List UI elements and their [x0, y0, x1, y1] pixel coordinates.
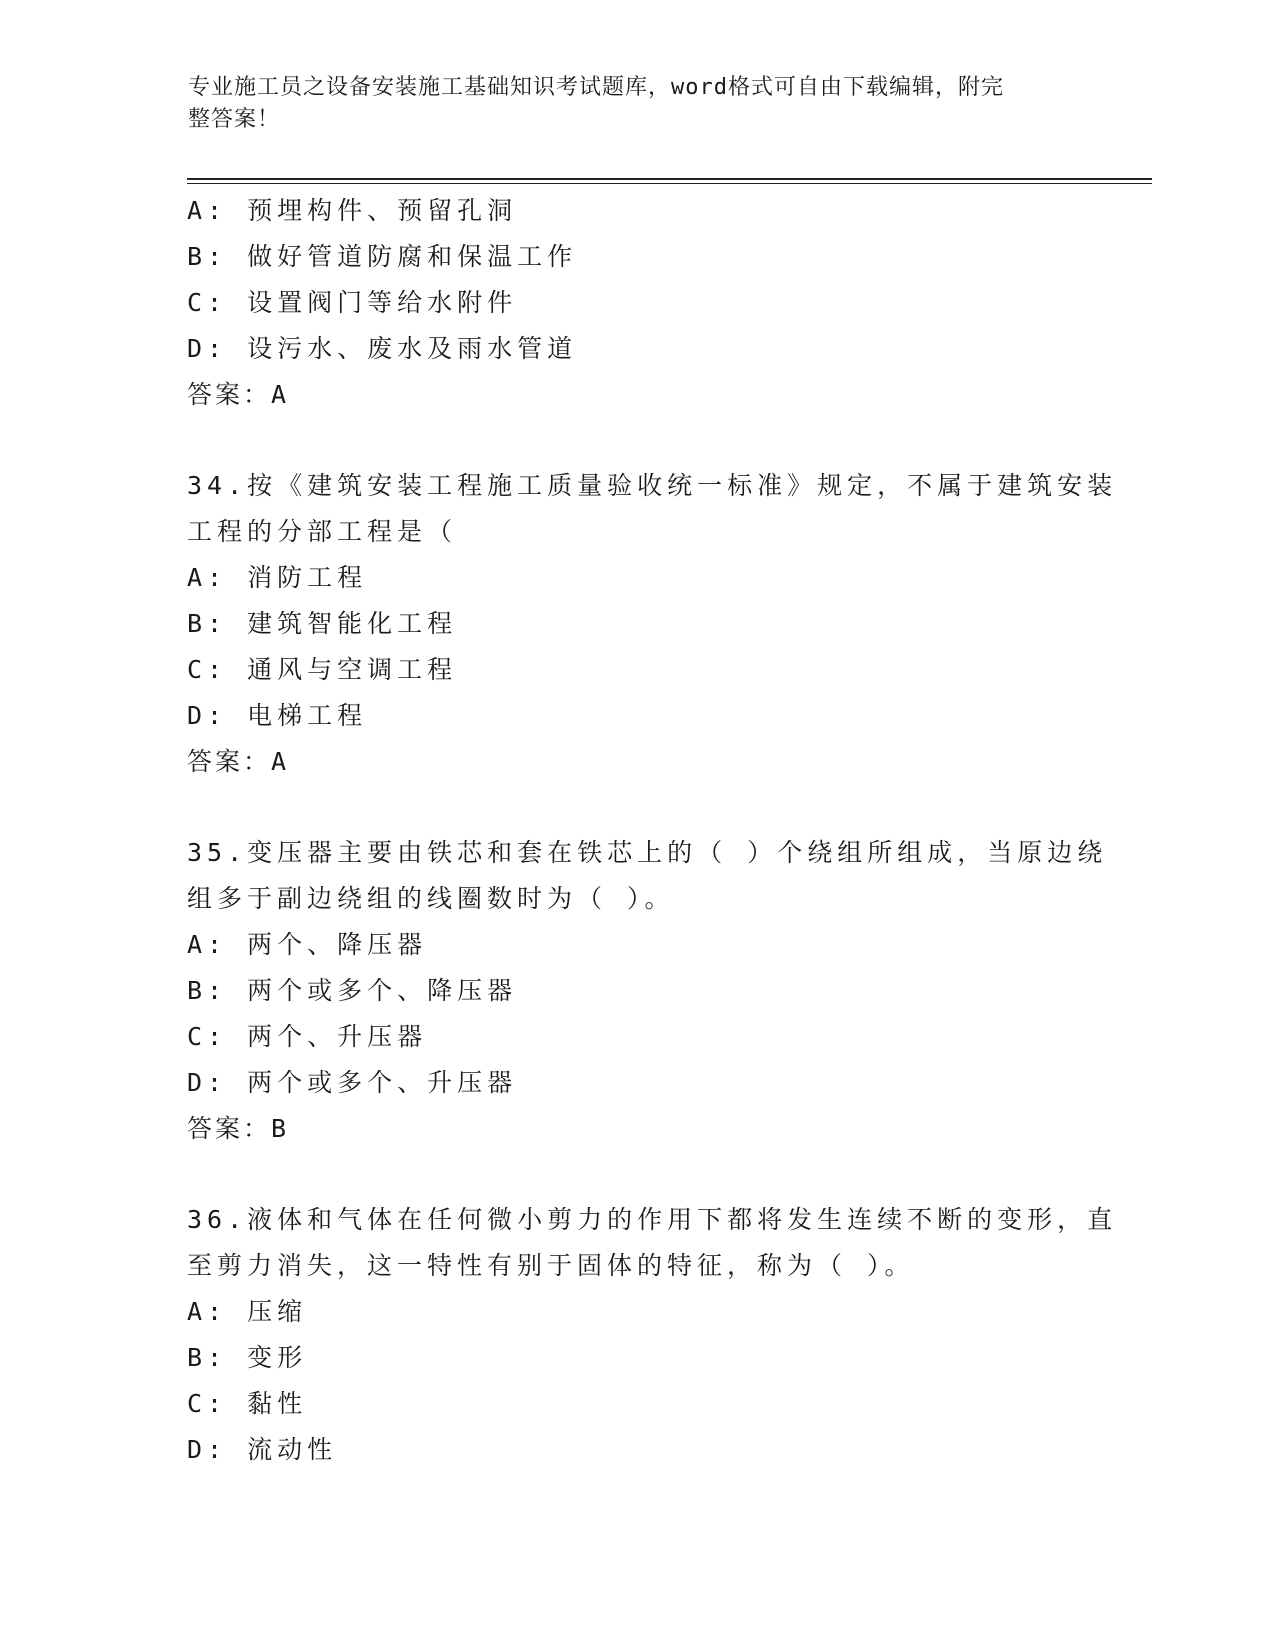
option-a: A: 消防工程: [187, 563, 368, 592]
option-c: C: 两个、升压器: [187, 1022, 428, 1051]
answer-line: 答案：A: [187, 747, 290, 776]
option-c: C: 设置阀门等给水附件: [187, 288, 518, 317]
option-a: A: 两个、降压器: [187, 930, 428, 959]
header-divider: [187, 178, 1152, 180]
question-text-line-2: 组多于副边绕组的线圈数时为（ ）。: [187, 884, 675, 913]
option-d: D: 两个或多个、升压器: [187, 1068, 518, 1097]
question-block: [187, 830, 1108, 1152]
document-header: [188, 72, 1068, 136]
option-c: C: 黏性: [187, 1389, 308, 1418]
option-a: A: 压缩: [187, 1297, 308, 1326]
header-line-1: 专业施工员之设备安装施工基础知识考试题库，word格式可自由下载编辑，附完: [188, 75, 1004, 100]
answer-line: 答案：A: [187, 380, 290, 409]
option-a: A: 预埋构件、预留孔洞: [187, 196, 518, 225]
option-d: D: 流动性: [187, 1435, 338, 1464]
question-text-line-1: 35.变压器主要由铁芯和套在铁芯上的（ ）个绕组所组成，当原边绕: [187, 838, 1108, 867]
question-block: [187, 1197, 1118, 1473]
question-text-line-1: 34.按《建筑安装工程施工质量验收统一标准》规定，不属于建筑安装: [187, 471, 1118, 500]
option-c: C: 通风与空调工程: [187, 655, 458, 684]
question-block: [187, 188, 1087, 418]
question-list: [187, 188, 1118, 1473]
question-text-line-2: 工程的分部工程是（: [187, 517, 458, 546]
question-text-line-2: 至剪力消失，这一特性有别于固体的特征，称为（ ）。: [187, 1251, 915, 1280]
option-b: B: 两个或多个、降压器: [187, 976, 518, 1005]
answer-line: 答案：B: [187, 1114, 290, 1143]
question-text-line-1: 36.液体和气体在任何微小剪力的作用下都将发生连续不断的变形，直: [187, 1205, 1118, 1234]
option-b: B: 变形: [187, 1343, 308, 1372]
header-line-2: 整答案！: [188, 107, 281, 132]
header-divider-thin: [187, 183, 1152, 184]
question-block: [187, 463, 1118, 785]
option-b: B: 建筑智能化工程: [187, 609, 458, 638]
option-d: D: 设污水、废水及雨水管道: [187, 334, 578, 363]
option-d: D: 电梯工程: [187, 701, 368, 730]
option-b: B: 做好管道防腐和保温工作: [187, 242, 578, 271]
